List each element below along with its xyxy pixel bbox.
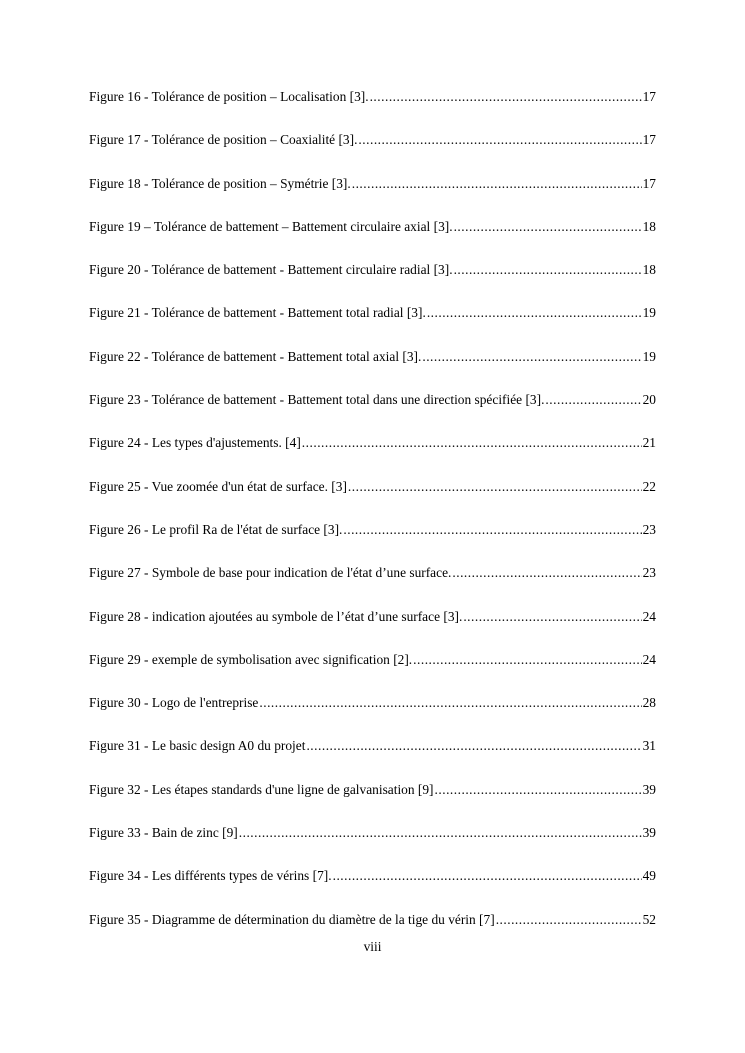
toc-entry-label: Figure 20 - Tolérance de battement - Battement circulaire radial [3]. xyxy=(89,262,453,278)
toc-entry-page: 19 xyxy=(642,305,656,321)
dot-leader xyxy=(545,391,641,409)
dot-leader xyxy=(306,737,641,755)
dot-leader xyxy=(343,521,641,539)
toc-entry-label: Figure 28 - indication ajoutées au symbole de l’état d’une surface [3]. xyxy=(89,608,463,624)
toc-entry[interactable] xyxy=(89,88,656,131)
toc-entry-label: Figure 24 - Les types d'ajustements. [4] xyxy=(89,435,301,451)
toc-entry[interactable] xyxy=(89,131,656,174)
toc-entry[interactable] xyxy=(89,608,656,651)
toc-entry-page: 20 xyxy=(642,392,656,408)
toc-entry-label: Figure 18 - Tolérance de position – Symétrie [3]. xyxy=(89,175,351,191)
toc-entry[interactable] xyxy=(89,651,656,694)
toc-entry[interactable] xyxy=(89,694,656,737)
toc-entry-page: 21 xyxy=(642,435,656,451)
toc-entry-page: 24 xyxy=(642,651,656,667)
toc-entry[interactable] xyxy=(89,304,656,347)
toc-entry[interactable] xyxy=(89,521,656,564)
toc-entry-label: Figure 25 - Vue zoomée d'un état de surface. [3] xyxy=(89,478,347,494)
toc-entry-label: Figure 16 - Tolérance de position – Localisation [3]. xyxy=(89,89,369,104)
toc-entry-page: 19 xyxy=(642,348,656,364)
toc-entry-label: Figure 33 - Bain de zinc [9] xyxy=(89,825,238,841)
dot-leader xyxy=(352,175,642,193)
toc-entry-page: 23 xyxy=(642,565,656,581)
toc-entry-label: Figure 26 - Le profil Ra de l'état de surface [3]. xyxy=(89,521,343,537)
dot-leader xyxy=(454,261,642,279)
dot-leader xyxy=(452,564,641,582)
toc-entry[interactable] xyxy=(89,348,656,391)
toc-entry-label: Figure 23 - Tolérance de battement - Battement total dans une direction spécifiée [3]. xyxy=(89,392,545,408)
toc-entry-label: Figure 30 - Logo de l'entreprise xyxy=(89,695,259,711)
toc-entry[interactable] xyxy=(89,175,656,218)
toc-entry-page: 24 xyxy=(642,608,656,624)
toc-entry-page: 17 xyxy=(642,132,656,148)
toc-entry-label: Figure 27 - Symbole de base pour indication de l'état d’une surface. xyxy=(89,565,452,581)
toc-entry[interactable] xyxy=(89,564,656,607)
toc-entry[interactable] xyxy=(89,261,656,304)
toc-entry-page: 22 xyxy=(642,478,656,494)
toc-entry-label: Figure 21 - Tolérance de battement - Battement total radial [3]. xyxy=(89,305,426,321)
toc-entry[interactable] xyxy=(89,434,656,477)
dot-leader xyxy=(454,218,642,236)
dot-leader xyxy=(463,608,641,626)
dot-leader xyxy=(413,651,641,669)
toc-entry-label: Figure 19 – Tolérance de battement – Battement circulaire axial [3]. xyxy=(89,218,453,234)
toc-entry-page: 23 xyxy=(642,521,656,537)
toc-entry[interactable] xyxy=(89,218,656,261)
list-of-figures xyxy=(89,88,656,954)
toc-entry-page: 31 xyxy=(642,738,656,754)
toc-entry-page: 18 xyxy=(642,218,656,234)
toc-entry-page: 52 xyxy=(642,911,656,927)
toc-entry-page: 39 xyxy=(642,781,656,797)
toc-entry-label: Figure 34 - Les différents types de vérins [7]. xyxy=(89,868,332,884)
toc-entry-label: Figure 29 - exemple de symbolisation avec signification [2]. xyxy=(89,651,413,667)
dot-leader xyxy=(370,88,642,106)
dot-leader xyxy=(435,781,642,799)
toc-entry[interactable] xyxy=(89,737,656,780)
toc-entry-label: Figure 35 - Diagramme de détermination du diamètre de la tige du vérin [7] xyxy=(89,911,495,927)
toc-entry-label: Figure 17 - Tolérance de position – Coaxialité [3]. xyxy=(89,132,358,148)
toc-entry[interactable] xyxy=(89,781,656,824)
toc-entry-label: Figure 32 - Les étapes standards d'une ligne de galvanisation [9] xyxy=(89,781,434,797)
dot-leader xyxy=(496,911,642,929)
toc-entry[interactable] xyxy=(89,867,656,910)
toc-entry-page: 49 xyxy=(642,868,656,884)
dot-leader xyxy=(348,478,642,496)
dot-leader xyxy=(239,824,642,842)
dot-leader xyxy=(302,434,642,452)
toc-entry-page: 17 xyxy=(642,175,656,191)
dot-leader xyxy=(333,867,642,885)
dot-leader xyxy=(422,348,641,366)
toc-entry[interactable] xyxy=(89,478,656,521)
dot-leader xyxy=(427,304,642,322)
toc-entry-page: 18 xyxy=(642,262,656,278)
toc-entry[interactable] xyxy=(89,391,656,434)
dot-leader xyxy=(358,131,641,149)
toc-entry-label: Figure 31 - Le basic design A0 du projet xyxy=(89,738,306,754)
toc-entry-page: 17 xyxy=(642,89,656,104)
toc-entry-label: Figure 22 - Tolérance de battement - Battement total axial [3]. xyxy=(89,348,422,364)
toc-entry[interactable] xyxy=(89,824,656,867)
dot-leader xyxy=(259,694,641,712)
toc-entry-page: 39 xyxy=(642,825,656,841)
toc-entry-page: 28 xyxy=(642,695,656,711)
page-number: viii xyxy=(363,939,382,954)
